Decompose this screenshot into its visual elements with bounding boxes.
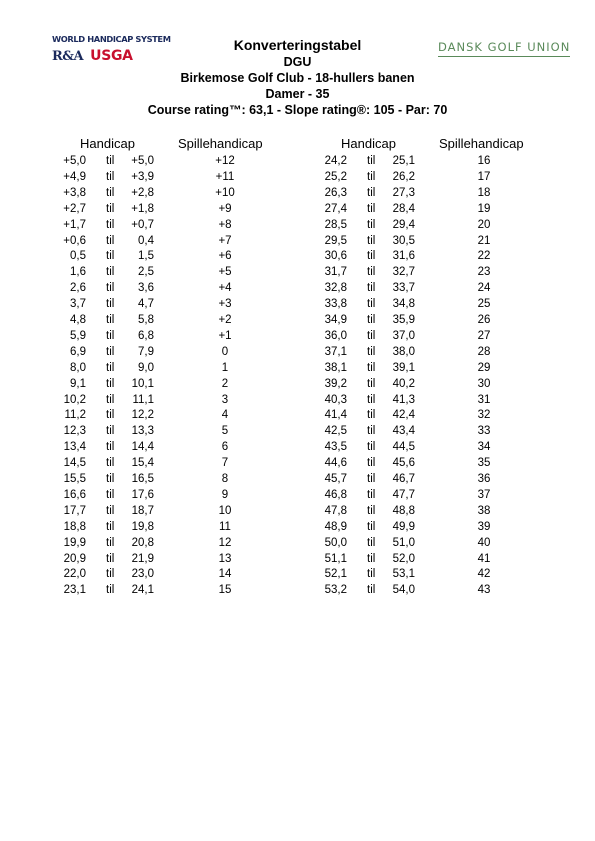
playing-handicap: 6 (221, 441, 229, 454)
handicap-to: 30,5 (392, 234, 415, 247)
playing-handicap: 28 (477, 345, 491, 358)
playing-handicap: 41 (477, 552, 491, 565)
til-label: til (367, 155, 376, 167)
handicap-to: 28,4 (392, 202, 415, 215)
handicap-from: 39,2 (324, 377, 347, 390)
handicap-from: 6,9 (70, 345, 86, 358)
playing-handicap: +4 (218, 282, 232, 295)
handicap-to: 1,5 (138, 250, 154, 263)
handicap-from: 52,1 (324, 568, 347, 581)
handicap-from: 48,9 (324, 520, 347, 533)
handicap-from: 0,5 (70, 250, 86, 263)
handicap-to: 29,4 (392, 218, 415, 231)
til-label: til (106, 250, 115, 263)
til-label: til (106, 457, 115, 470)
rating-info: Course rating™: 63,1 - Slope rating®: 105 - Par: 70 (147, 103, 448, 117)
handicap-to: 48,8 (392, 504, 415, 517)
handicap-from: +2,7 (63, 202, 86, 215)
handicap-to: 51,0 (392, 536, 415, 549)
handicap-from: 30,6 (324, 250, 347, 263)
handicap-to: 49,9 (392, 520, 415, 533)
left-playing-header: Spillehandicap (178, 136, 263, 151)
ra-logo: R&A (52, 49, 84, 64)
til-label: til (106, 425, 115, 438)
handicap-from: 9,1 (70, 377, 86, 390)
til-label: til (367, 345, 376, 358)
playing-handicap: 1 (221, 361, 229, 374)
playing-handicap: +10 (215, 186, 235, 199)
handicap-to: 14,4 (131, 441, 154, 454)
handicap-to: 32,7 (392, 266, 415, 279)
til-label: til (367, 314, 376, 326)
handicap-from: 51,1 (324, 552, 347, 565)
handicap-to: 0,4 (138, 234, 154, 247)
til-label: til (367, 457, 376, 470)
handicap-to: 6,8 (138, 329, 154, 342)
handicap-from: 20,9 (63, 552, 86, 565)
playing-handicap: +2 (218, 314, 232, 326)
til-label: til (106, 441, 115, 454)
playing-handicap: 42 (477, 568, 491, 581)
club-name: Birkemose Golf Club - 18-hullers banen (180, 71, 415, 85)
playing-handicap: +11 (215, 170, 235, 183)
til-label: til (106, 266, 115, 279)
dgu-wordmark: DANSK GOLF UNION (438, 40, 571, 54)
handicap-to: 54,0 (392, 584, 415, 597)
playing-handicap: 35 (477, 457, 491, 470)
playing-handicap: 27 (477, 329, 491, 342)
playing-handicap: 9 (221, 488, 229, 501)
til-label: til (367, 298, 376, 311)
til-label: til (106, 314, 115, 326)
handicap-from: 4,8 (70, 314, 86, 326)
handicap-to: 20,8 (131, 536, 154, 549)
playing-handicap: 0 (221, 345, 229, 358)
til-label: til (106, 361, 115, 374)
right-handicap-header: Handicap (341, 136, 396, 151)
handicap-from: 38,1 (324, 361, 347, 374)
til-label: til (367, 361, 376, 374)
handicap-from: 40,3 (324, 393, 347, 406)
handicap-to: 27,3 (392, 186, 415, 199)
handicap-from: 50,0 (324, 536, 347, 549)
handicap-to: 37,0 (392, 329, 415, 342)
til-label: til (106, 155, 115, 167)
playing-handicap: 12 (218, 536, 232, 549)
playing-handicap: +8 (218, 218, 232, 231)
handicap-to: 41,3 (392, 393, 415, 406)
page-title: Konverteringstabel (233, 37, 362, 53)
til-label: til (106, 520, 115, 533)
til-label: til (106, 170, 115, 183)
handicap-from: 11,2 (64, 409, 86, 422)
playing-handicap: 16 (477, 155, 491, 167)
til-label: til (106, 584, 115, 597)
playing-handicap: +9 (218, 202, 232, 215)
playing-handicap: 7 (221, 457, 229, 470)
handicap-from: 53,2 (324, 584, 347, 597)
handicap-from: 25,2 (324, 170, 347, 183)
handicap-to: 17,6 (131, 488, 154, 501)
handicap-to: 4,7 (138, 298, 154, 311)
til-label: til (106, 488, 115, 501)
handicap-to: 43,4 (392, 425, 415, 438)
playing-handicap: +5 (218, 266, 232, 279)
handicap-to: 25,1 (392, 155, 415, 167)
til-label: til (367, 409, 376, 422)
playing-handicap: 29 (477, 361, 491, 374)
handicap-to: 42,4 (392, 409, 415, 422)
til-label: til (106, 536, 115, 549)
handicap-to: 44,5 (392, 441, 415, 454)
handicap-from: 5,9 (70, 329, 86, 342)
handicap-to: 11,1 (132, 393, 154, 406)
handicap-to: 2,5 (138, 266, 154, 279)
handicap-from: 33,8 (324, 298, 347, 311)
playing-handicap: 3 (221, 393, 229, 406)
playing-handicap: +3 (218, 298, 232, 311)
playing-handicap: 19 (477, 202, 491, 215)
page-subtitle: DGU (283, 55, 312, 69)
til-label: til (367, 250, 376, 263)
til-label: til (106, 409, 115, 422)
handicap-to: +5,0 (131, 155, 154, 167)
playing-handicap: 4 (221, 409, 229, 422)
handicap-from: 29,5 (324, 234, 347, 247)
playing-handicap: 5 (221, 425, 229, 438)
til-label: til (106, 218, 115, 231)
playing-handicap: 38 (477, 504, 491, 517)
til-label: til (367, 170, 376, 183)
handicap-to: +2,8 (131, 186, 154, 199)
til-label: til (106, 298, 115, 311)
playing-handicap: +12 (215, 155, 235, 167)
handicap-to: 16,5 (131, 473, 154, 485)
til-label: til (106, 393, 115, 406)
til-label: til (367, 536, 376, 549)
handicap-to: 53,1 (392, 568, 415, 581)
til-label: til (367, 266, 376, 279)
til-label: til (106, 282, 115, 295)
playing-handicap: 13 (218, 552, 232, 565)
til-label: til (367, 282, 376, 295)
handicap-to: 5,8 (138, 314, 154, 326)
handicap-from: 34,9 (324, 314, 347, 326)
handicap-from: 18,8 (63, 520, 86, 533)
til-label: til (106, 473, 115, 485)
handicap-from: 8,0 (70, 361, 86, 374)
handicap-to: 23,0 (131, 568, 154, 581)
handicap-to: 19,8 (131, 520, 154, 533)
handicap-from: 43,5 (324, 441, 347, 454)
handicap-to: 45,6 (392, 457, 415, 470)
playing-handicap: +7 (218, 234, 232, 247)
til-label: til (367, 552, 376, 565)
handicap-from: 16,6 (63, 488, 86, 501)
playing-handicap: 20 (477, 218, 491, 231)
playing-handicap: 14 (218, 568, 232, 581)
handicap-from: 46,8 (324, 488, 347, 501)
handicap-to: 21,9 (131, 552, 154, 565)
handicap-to: 18,7 (131, 504, 154, 517)
handicap-to: +0,7 (131, 218, 154, 231)
handicap-from: 41,4 (324, 409, 347, 422)
playing-handicap: 23 (477, 266, 491, 279)
playing-handicap: 21 (477, 234, 491, 247)
handicap-from: 3,7 (70, 298, 86, 311)
handicap-to: 34,8 (392, 298, 415, 311)
handicap-from: 13,4 (63, 441, 86, 454)
handicap-from: 32,8 (324, 282, 347, 295)
til-label: til (106, 202, 115, 215)
til-label: til (367, 329, 376, 342)
til-label: til (106, 329, 115, 342)
til-label: til (367, 520, 376, 533)
til-label: til (367, 425, 376, 438)
playing-handicap: 17 (477, 170, 491, 183)
playing-handicap: 32 (477, 409, 491, 422)
handicap-to: 13,3 (131, 425, 154, 438)
playing-handicap: 31 (477, 393, 491, 406)
playing-handicap: 34 (477, 441, 491, 454)
handicap-from: 28,5 (324, 218, 347, 231)
handicap-to: 35,9 (392, 314, 415, 326)
handicap-from: 26,3 (324, 186, 347, 199)
til-label: til (367, 377, 376, 390)
playing-handicap: 43 (477, 584, 491, 597)
playing-handicap: 24 (477, 282, 491, 295)
handicap-to: 15,4 (131, 457, 154, 470)
playing-handicap: 8 (221, 473, 229, 485)
til-label: til (367, 393, 376, 406)
til-label: til (106, 568, 115, 581)
handicap-from: 27,4 (324, 202, 347, 215)
handicap-to: 26,2 (392, 170, 415, 183)
handicap-to: +1,8 (131, 202, 154, 215)
til-label: til (106, 234, 115, 247)
til-label: til (367, 441, 376, 454)
playing-handicap: 39 (477, 520, 491, 533)
handicap-to: 47,7 (392, 488, 415, 501)
handicap-from: +5,0 (63, 155, 86, 167)
playing-handicap: 22 (477, 250, 491, 263)
til-label: til (367, 488, 376, 501)
handicap-from: 2,6 (70, 282, 86, 295)
handicap-from: 1,6 (70, 266, 86, 279)
handicap-from: 44,6 (324, 457, 347, 470)
handicap-from: 22,0 (63, 568, 86, 581)
handicap-to: 38,0 (392, 345, 415, 358)
playing-handicap: 37 (477, 488, 491, 501)
handicap-to: 10,1 (131, 377, 154, 390)
til-label: til (106, 186, 115, 199)
handicap-to: 31,6 (392, 250, 415, 263)
playing-handicap: 33 (477, 425, 491, 438)
til-label: til (106, 552, 115, 565)
handicap-from: 17,7 (63, 504, 86, 517)
handicap-from: 10,2 (63, 393, 86, 406)
til-label: til (106, 377, 115, 390)
handicap-from: +3,8 (63, 186, 86, 199)
handicap-to: 46,7 (392, 473, 415, 485)
handicap-to: 33,7 (392, 282, 415, 295)
handicap-from: 19,9 (63, 536, 86, 549)
handicap-from: 42,5 (324, 425, 347, 438)
til-label: til (367, 186, 376, 199)
handicap-from: 36,0 (324, 329, 347, 342)
handicap-to: 24,1 (131, 584, 154, 597)
handicap-to: +3,9 (131, 170, 154, 183)
playing-handicap: 30 (477, 377, 491, 390)
handicap-from: 14,5 (63, 457, 86, 470)
til-label: til (367, 584, 376, 597)
handicap-from: 15,5 (63, 473, 86, 485)
handicap-from: +4,9 (63, 170, 86, 183)
playing-handicap: 18 (477, 186, 491, 199)
playing-handicap: 2 (221, 377, 229, 390)
playing-handicap: 11 (219, 520, 231, 533)
handicap-from: 31,7 (324, 266, 347, 279)
playing-handicap: 10 (218, 504, 232, 517)
handicap-to: 3,6 (138, 282, 154, 295)
handicap-to: 52,0 (392, 552, 415, 565)
playing-handicap: 25 (477, 298, 491, 311)
til-label: til (367, 234, 376, 247)
handicap-from: 24,2 (324, 155, 347, 167)
tee-info: Damer - 35 (265, 87, 330, 101)
handicap-from: 23,1 (63, 584, 86, 597)
handicap-from: 45,7 (324, 473, 347, 485)
handicap-to: 39,1 (392, 361, 415, 374)
handicap-to: 7,9 (138, 345, 154, 358)
playing-handicap: +6 (218, 250, 232, 263)
usga-logo: USGA (90, 48, 133, 64)
handicap-from: 12,3 (63, 425, 86, 438)
playing-handicap: 40 (477, 536, 491, 549)
handicap-from: +0,6 (63, 234, 86, 247)
til-label: til (367, 504, 376, 517)
right-playing-header: Spillehandicap (439, 136, 524, 151)
playing-handicap: 36 (477, 473, 491, 485)
til-label: til (367, 218, 376, 231)
til-label: til (106, 504, 115, 517)
playing-handicap: +1 (218, 329, 232, 342)
left-handicap-header: Handicap (80, 136, 135, 151)
handicap-from: 47,8 (324, 504, 347, 517)
handicap-from: 37,1 (324, 345, 347, 358)
til-label: til (367, 473, 376, 485)
whs-wordmark: WORLD HANDICAP SYSTEM (52, 34, 171, 44)
til-label: til (367, 202, 376, 215)
handicap-to: 40,2 (392, 377, 415, 390)
playing-handicap: 15 (218, 584, 232, 597)
til-label: til (106, 345, 115, 358)
playing-handicap: 26 (477, 314, 491, 326)
handicap-to: 9,0 (138, 361, 154, 374)
handicap-from: +1,7 (63, 218, 86, 231)
til-label: til (367, 568, 376, 581)
handicap-to: 12,2 (131, 409, 154, 422)
